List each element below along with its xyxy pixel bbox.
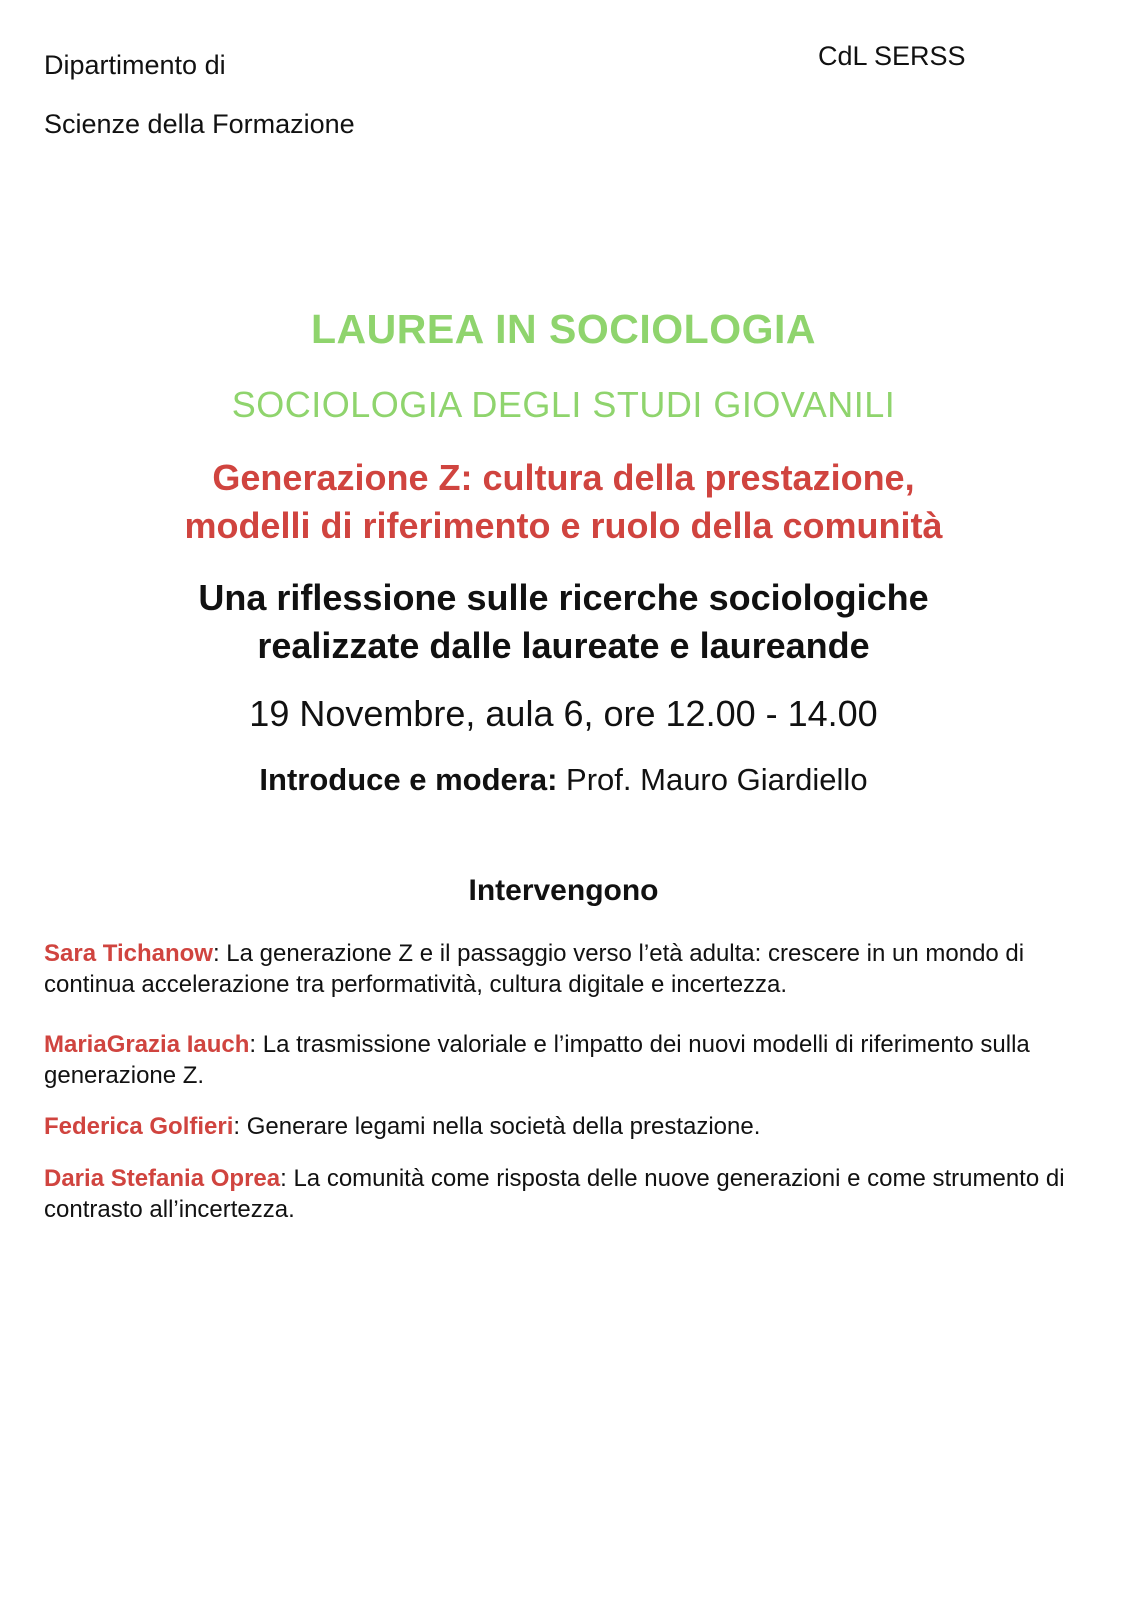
speaker-topic: La trasmissione valoriale e l’impatto dei nuovi modelli di riferimento sulla generazione Z.: [44, 1031, 1030, 1089]
speaker-item: Daria Stefania Oprea: La comunità come risposta delle nuove generazioni e come strumento di contrasto all’incertezza.: [44, 1165, 1065, 1223]
moderator-name: Prof. Mauro Giardiello: [566, 762, 868, 797]
speaker-name: MariaGrazia Iauch: [44, 1031, 250, 1058]
department-line-2: Scienze della Formazione: [44, 109, 355, 139]
department-line-1: Dipartimento di: [44, 50, 226, 80]
speaker-item: Sara Tichanow: La generazione Z e il passaggio verso l’età adulta: crescere in un mondo di continua accelerazione tra performatività, cultura digitale e incertezza.: [44, 940, 1025, 998]
speakers-heading: Intervengono: [468, 874, 659, 907]
course-subtitle: SOCIOLOGIA DEGLI STUDI GIOVANILI: [231, 384, 896, 425]
event-title: [0, 454, 1127, 550]
speaker-topic: Generare legami nella società della prestazione.: [246, 1113, 761, 1140]
event-subtitle-line-1: Una riflessione sulle ricerche sociologiche: [198, 577, 929, 618]
speaker-name: Federica Golfieri: [44, 1113, 234, 1140]
event-subtitle: [0, 574, 1127, 670]
speaker-topic: La comunità come risposta delle nuove generazioni e come strumento di contrasto all’incertezza.: [44, 1165, 1065, 1223]
speaker-name: Sara Tichanow: [44, 940, 213, 967]
course-title: LAUREA IN SOCIOLOGIA: [310, 306, 817, 352]
event-subtitle-line-2: realizzate dalle laureate e laureande: [257, 625, 870, 666]
speaker-item: Federica Golfieri: Generare legami nella società della prestazione.: [44, 1113, 761, 1140]
speaker-item: MariaGrazia Iauch: La trasmissione valoriale e l’impatto dei nuovi modelli di riferimento sulla generazione Z.: [44, 1031, 1030, 1089]
program-name: CdL SERSS: [818, 41, 966, 71]
speakers-list: [44, 938, 1084, 1225]
department-name: [44, 36, 355, 154]
event-title-line-2: modelli di riferimento e ruolo della comunità: [184, 505, 943, 546]
speaker-topic: La generazione Z e il passaggio verso l’età adulta: crescere in un mondo di continua accelerazione tra performatività, cultura digitale e incertezza.: [44, 940, 1025, 998]
moderator: [0, 762, 1127, 798]
speaker-name: Daria Stefania Oprea: [44, 1165, 281, 1192]
moderator-label: Introduce e modera:: [259, 762, 558, 797]
event-title-line-1: Generazione Z: cultura della prestazione,: [212, 457, 915, 498]
event-date-time: 19 Novembre, aula 6, ore 12.00 - 14.00: [249, 693, 878, 734]
